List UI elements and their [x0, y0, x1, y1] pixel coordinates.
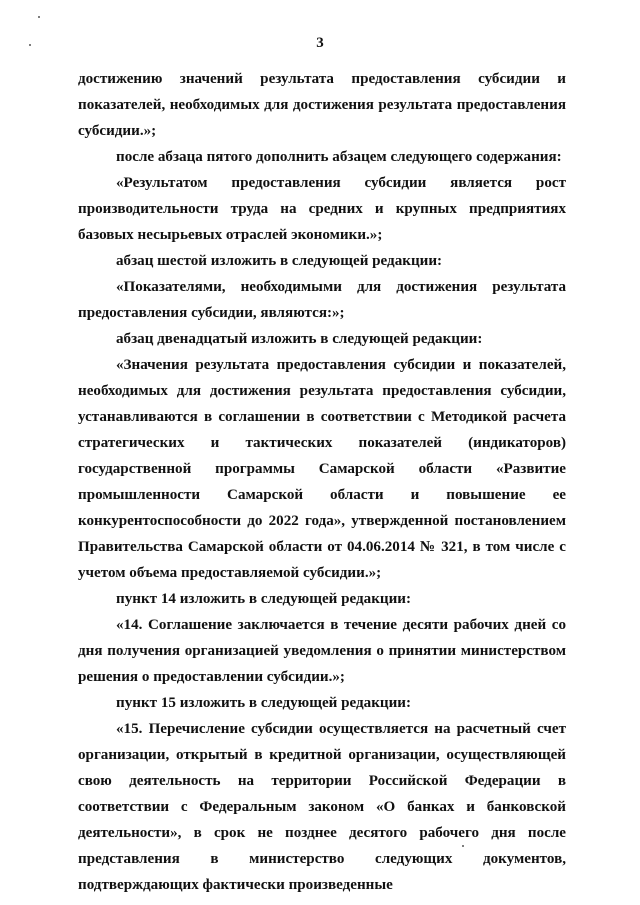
- paragraph-3: абзац шестой изложить в следующей редакции:: [116, 253, 443, 269]
- document-body: [78, 66, 566, 898]
- paragraph-2: «Результатом предоставления субсидии является рост производительности труда на средних и крупных предприятиях базовых несырьевых отраслей экономики.»;: [78, 175, 566, 243]
- paragraph-8: «14. Соглашение заключается в течение десяти рабочих дней со дня получения организацией уведомления о принятии министерством решения о предоставлении субсидии.»;: [78, 617, 566, 685]
- paragraph-6: «Значения результата предоставления субсидии и показателей, необходимых для достижения результата предоставления субсидии, устанавливаются в соглашении в соответствии с Методикой расчета стратегических и тактических показателей (индикаторов) государственной программы Самарской области «Развитие промышленности Самарской области и повышение ее конкурентоспособности до 2022 года», утвержденной постановлением Правительства Самарской области от 04.06.2014 № 321, в том числе с учетом объема предоставляемой субсидии.»;: [78, 357, 566, 581]
- paragraph-9: пункт 15 изложить в следующей редакции:: [116, 695, 412, 711]
- scan-speck: [38, 16, 40, 18]
- paragraph-7: пункт 14 изложить в следующей редакции:: [116, 591, 412, 607]
- page-number: 3: [316, 35, 324, 51]
- paragraph-5: абзац двенадцатый изложить в следующей редакции:: [116, 331, 483, 347]
- paragraph-10: «15. Перечисление субсидии осуществляется на расчетный счет организации, открытый в кредитной организации, осуществляющей свою деятельность на территории Российской Федерации в соответствии с Федеральным законом «О банках и банковской деятельности», в срок не позднее десятого рабочего дня после представления в министерство следующих документов, подтверждающих фактически произведенные: [78, 721, 566, 893]
- paragraph-1: после абзаца пятого дополнить абзацем следующего содержания:: [116, 149, 562, 165]
- paragraph-0: достижению значений результата предоставления субсидии и показателей, необходимых для достижения результата предоставления субсидии.»;: [78, 71, 566, 139]
- paragraph-4: «Показателями, необходимыми для достижения результата предоставления субсидии, являются:»;: [78, 279, 566, 321]
